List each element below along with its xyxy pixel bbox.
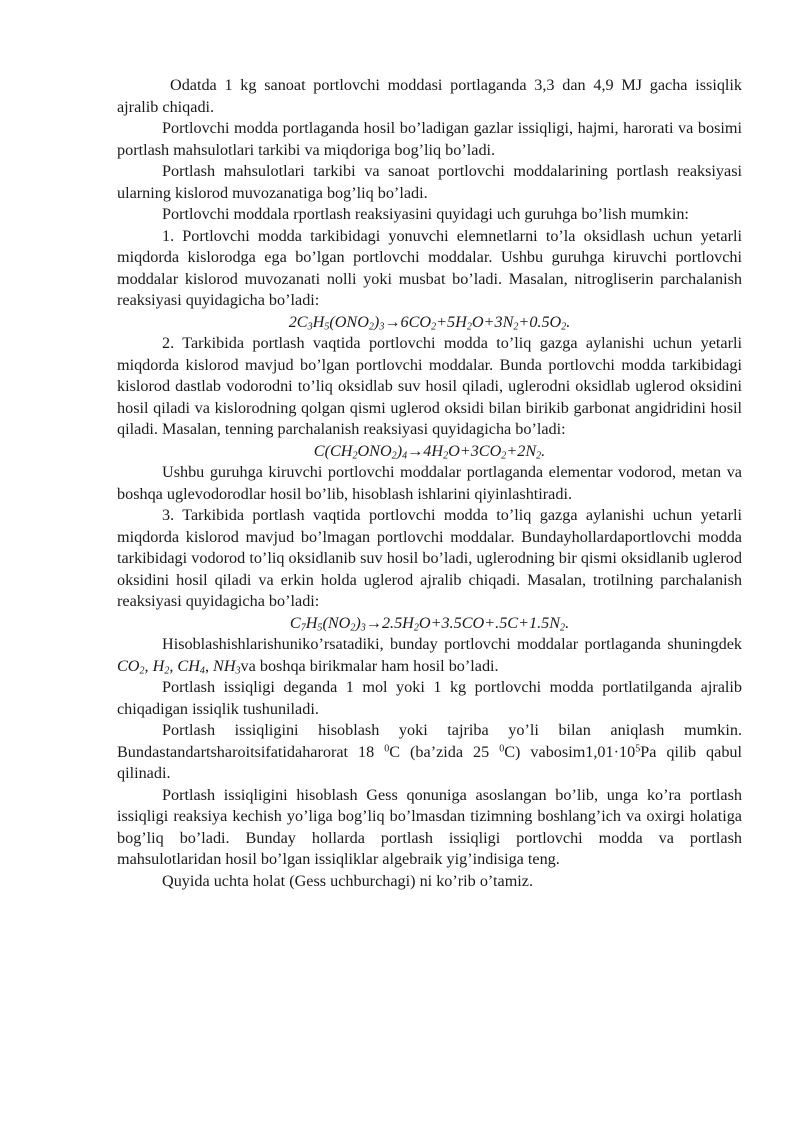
paragraph: Portlash mahsulotlari tarkibi va sanoat portlovchi moddalarining portlash reaksiyasi ularning kislorod muvozanatiga bog’liq bo’ladi. [117,162,742,202]
paragraph: Hisoblashishlarishuniko’rsatadiki, bunday portlovchi moddalar portlaganda shuningdek $CO_2$, $H_2$, $CH_4$, $NH_3va$ boshqa birikmalar ham hosil bo’ladi. [117,635,742,676]
paragraph: 2. Tarkibida portlash vaqtida portlovchi modda to’liq gazga aylanishi uchun yetarli miqdorda kislorod mavjud bo’lgan portlovchi moddalar. Bunda portlovchi modda tarkibidagi kislorod dastlab vodorodni to’liq oksidlab suv hosil qiladi, uglerodni oksidlab uglerod oksidini hosil qiladi va kislorodning qolgan qismi uglerod oksidi bilan birikib garbonat angidridini hosil qiladi. Masalan, tenning parchalanish reaksiyasi quyidagicha bo’ladi: [117,334,742,438]
paragraph: Portlovchi moddala rportlash reaksiyasini quyidagi uch guruhga bo’lish mumkin: [162,205,689,223]
paragraph: Ushbu guruhga kiruvchi portlovchi moddalar portlaganda elementar vodorod, metan va boshqa uglevodorodlar hosil bo’lib, hisoblash ishlarini qiyinlashtiradi. [117,463,742,503]
paragraph: Portlash issiqligini hisoblash Gess qonuniga asoslangan bo’lib, unga ko’ra portlash issiqligi reaksiya kechish yo’liga bog’liq bo’lmasdan tizimning boshlang’ich va oxirgi holatiga bog’liq bo’ladi. Bunday hollarda portlash issiqligi portlovchi modda va portlash mahsulotlaridan hosil bo’lgan issiqliklar algebraik yig’indisiga teng. [117,785,742,868]
paragraph: Portlash issiqligi deganda 1 mol yoki 1 kg portlovchi modda portlatilganda ajralib chiqadigan issiqlik tushuniladi. [117,678,742,718]
h2-formula: $H_2$ [152,656,170,676]
paragraph: Odatda 1 kg sanoat portlovchi moddasi portlaganda 3,3 dan 4,9 MJ gacha issiqlik ajralib chiqadi. [117,76,742,116]
ch4-formula: $CH_4$ [177,656,205,676]
nitroglycerin-reaction-formula: $2C_3H_5(ONO_2)_3\to 6CO_2+5H_2O+3N_2+0.5O_2$. [288,312,571,332]
trotyl-reaction-formula: $C_7H_5(NO_2)_3\to 2.5H_2O+3.5CO+.5C+1.5N_2$. [289,613,570,633]
document-page [117,75,742,892]
paragraph: 3. Tarkibida portlash vaqtida portlovchi modda to’liq gazga aylanishi uchun yetarli miqdorda kislorod mavjud bo’lmagan portlovchi moddalar. Bundayhollardaportlovchi modda tarkibidagi vodorod to’liq oksidlanib suv hosil bo’ladi, uglerodning bir qismi oksidlanib uglerod oksidini hosil qiladi va erkin holda uglerod ajralib chiqadi. Masalan, trotilning parchalanish reaksiyasi quyidagicha bo’ladi: [117,506,742,610]
co2-formula: $CO_2$ [117,656,145,676]
paragraph: Portlovchi modda portlaganda hosil bo’ladigan gazlar issiqligi, hajmi, harorati va bosimi portlash mahsulotlari tarkibi va miqdoriga bog’liq bo’ladi. [117,119,742,159]
paragraph: Portlash issiqligini hisoblash yoki tajriba yo’li bilan aniqlash mumkin. Bundastandartsharoitsifatidaharorat 18 $^0$C (ba’zida 25 $^0$C) $vabosim1,01\cdot 10^5Pa$ qilib qabul qilinadi. [117,721,743,782]
ten-reaction-formula: $C(CH_2ONO_2)_4\to 4H_2O+3CO_2+2N_2$. [313,441,546,461]
nh3-formula: $NH_3$ [213,656,241,676]
paragraph: 1. Portlovchi modda tarkibidagi yonuvchi elemnetlarni to’la oksidlash uchun yetarli miqdorda kislorodga ega bo’lgan portlovchi moddalar. Ushbu guruhga kiruvchi portlovchi moddalar kislorod muvozanati nolli yoki musbat bo’ladi. Masalan, nitrogliserin parchalanish reaksiyasi quyidagicha bo’ladi: [117,226,742,309]
paragraph: Quyida uchta holat (Gess uchburchagi) ni ko’rib o’tamiz. [162,871,534,890]
